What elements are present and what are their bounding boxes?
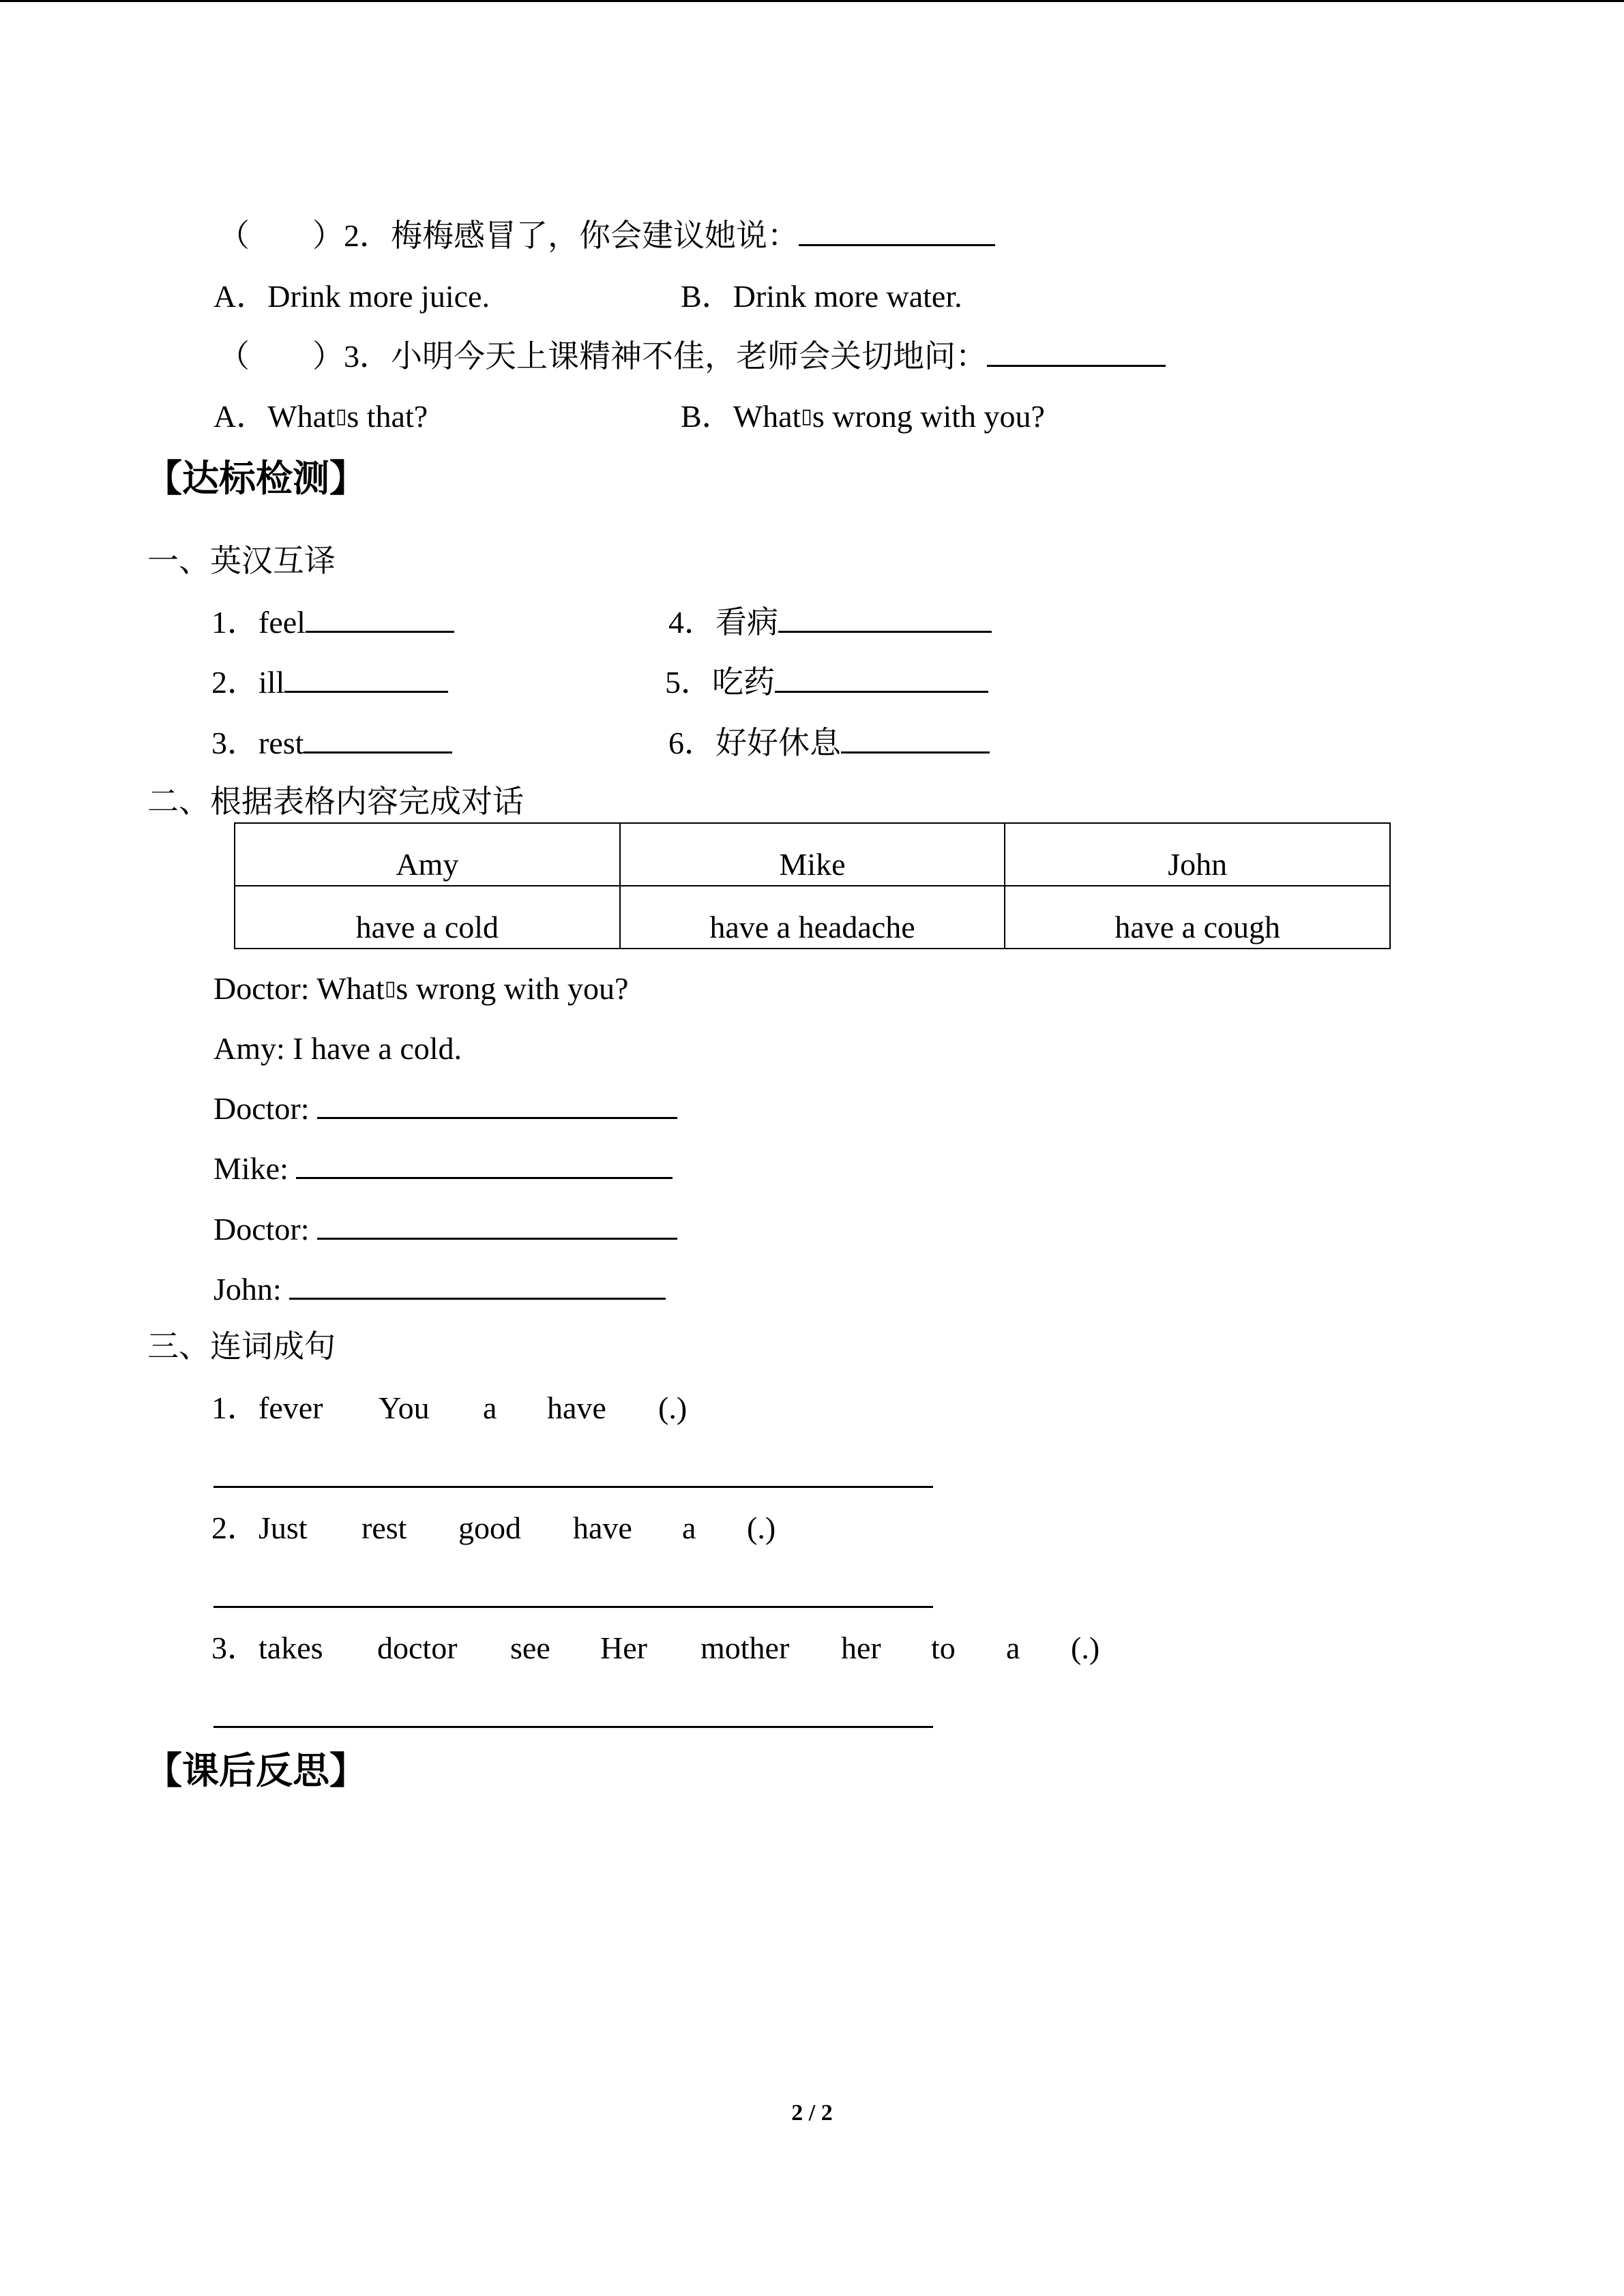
dialog-line-4: Mike:: [213, 1150, 673, 1188]
word: a: [483, 1390, 497, 1425]
table-cell: Amy: [235, 823, 620, 886]
answer-blank[interactable]: [775, 664, 988, 693]
dialog-line-5: Doctor:: [213, 1210, 677, 1249]
p1-item-3: 3．rest: [211, 724, 452, 762]
part2-title: 二、根据表格内容完成对话: [147, 784, 524, 819]
word: to: [931, 1630, 956, 1665]
missing-glyph: ▯: [335, 404, 347, 428]
missing-glyph: ▯: [384, 976, 396, 1000]
word: Her: [600, 1630, 647, 1665]
word: mother: [700, 1630, 790, 1665]
table-cell: have a headache: [620, 886, 1005, 949]
table-cell: Mike: [620, 823, 1005, 886]
word: rest: [361, 1510, 407, 1545]
word: doctor: [377, 1630, 458, 1665]
word: You: [379, 1390, 430, 1425]
dialog-line-3: Doctor:: [213, 1090, 677, 1128]
heading-test: 【达标检测】: [145, 457, 366, 500]
q3-option-a: A．What▯s that?: [213, 399, 428, 434]
word: 2．Just: [211, 1510, 308, 1545]
dialog-line-1: Doctor: What▯s wrong with you?: [213, 971, 629, 1006]
p1-item-4: 4．看病: [668, 603, 992, 642]
info-table: [234, 822, 1391, 949]
p1-item-6: 6．好好休息: [668, 724, 990, 762]
word: have: [547, 1390, 606, 1425]
answer-blank[interactable]: [296, 1150, 673, 1179]
dialog-line-2: Amy: I have a cold.: [213, 1031, 462, 1066]
part3-title: 三、连词成句: [147, 1329, 336, 1364]
word: a: [682, 1510, 696, 1545]
question-text: 3．小明今天上课精神不佳，老师会关切地问：: [344, 339, 987, 374]
q3-option-b: B．What▯s wrong with you?: [681, 399, 1045, 434]
p1-item-2: 2．ill: [211, 664, 448, 702]
word: her: [841, 1630, 881, 1665]
word: have: [573, 1510, 632, 1545]
answer-blank[interactable]: [317, 1090, 677, 1119]
answer-blank[interactable]: [289, 1270, 666, 1300]
answer-blank[interactable]: [304, 724, 452, 754]
heading-reflect: 【课后反思】: [145, 1749, 366, 1792]
table-cell: John: [1005, 823, 1390, 886]
table-row: [235, 886, 1390, 949]
word: good: [458, 1510, 521, 1545]
word: a: [1006, 1630, 1020, 1665]
missing-glyph: ▯: [801, 404, 812, 428]
p1-item-5: 5．吃药: [665, 664, 988, 702]
answer-line[interactable]: [213, 1726, 933, 1728]
table-cell: have a cold: [235, 886, 620, 949]
answer-blank[interactable]: [317, 1210, 677, 1240]
page-top-border: [0, 0, 1624, 2]
word: 3．takes: [211, 1630, 323, 1665]
word: see: [510, 1630, 550, 1665]
q2-option-b: B．Drink more water.: [681, 279, 962, 314]
word: 1．fever: [211, 1390, 323, 1425]
word: (.): [1071, 1630, 1100, 1665]
table-row: [235, 823, 1390, 886]
p1-item-1: 1．feel: [211, 603, 454, 642]
answer-blank[interactable]: [284, 664, 448, 693]
answer-blank[interactable]: [987, 338, 1166, 367]
answer-blank[interactable]: [778, 603, 992, 633]
question-2: [218, 217, 995, 255]
answer-line[interactable]: [213, 1486, 933, 1488]
page-number: 2 / 2: [791, 2100, 833, 2126]
question-text: 2．梅梅感冒了，你会建议她说：: [344, 218, 799, 253]
table-cell: have a cough: [1005, 886, 1390, 949]
answer-line[interactable]: [213, 1606, 933, 1608]
answer-blank[interactable]: [306, 603, 454, 633]
answer-blank[interactable]: [799, 217, 995, 246]
word: (.): [747, 1510, 776, 1545]
q2-option-a: A．Drink more juice.: [213, 279, 490, 314]
dialog-line-6: John:: [213, 1270, 666, 1309]
answer-paren: （ ）: [218, 339, 344, 374]
part1-title: 一、英汉互译: [147, 543, 336, 578]
answer-paren: （ ）: [218, 218, 344, 253]
word: (.): [658, 1390, 688, 1425]
answer-blank[interactable]: [841, 724, 990, 754]
question-3: [218, 338, 1166, 376]
